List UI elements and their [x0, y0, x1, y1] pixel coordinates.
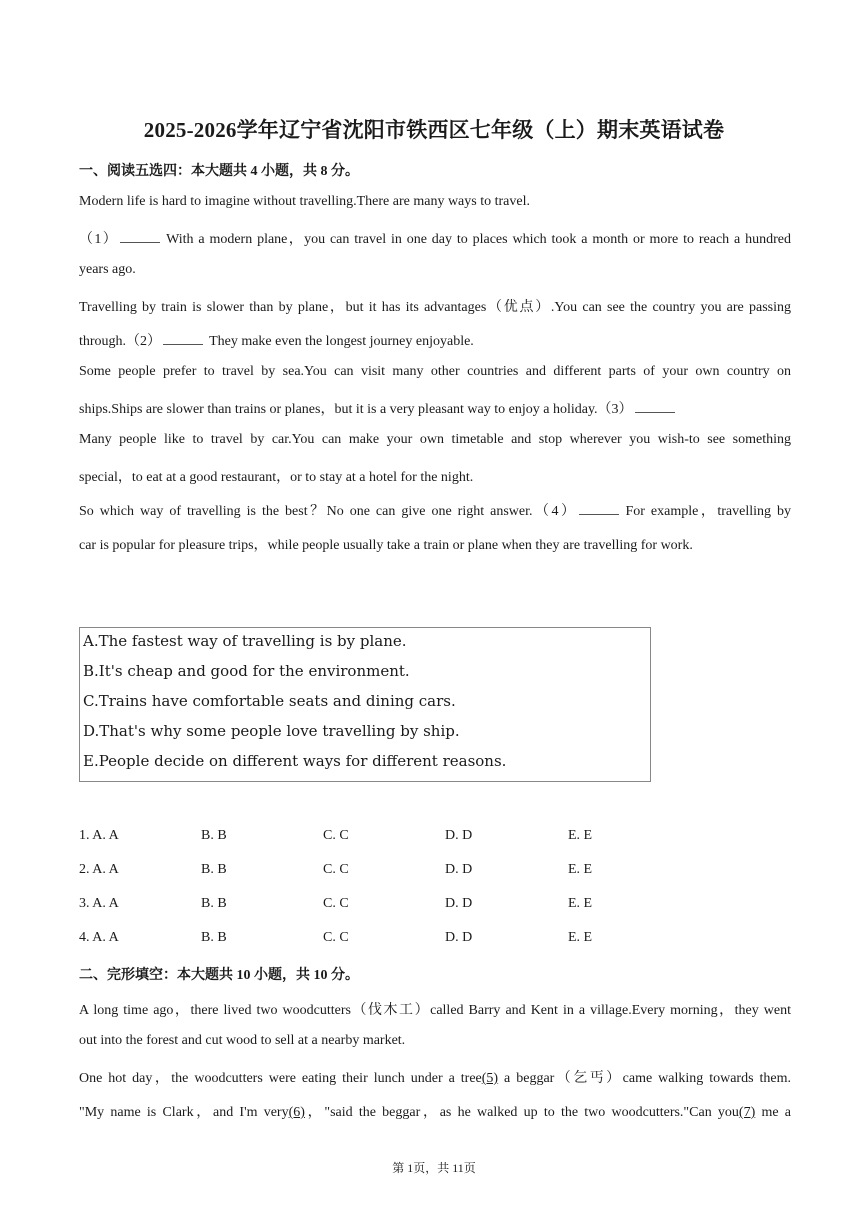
passage-text: ，"said the beggar，as he walked up to the two woodcutters."Can you: [304, 1105, 739, 1120]
choice-a[interactable]: 4. A. A: [79, 930, 119, 945]
passage-text: One hot day，the woodcutters were eating their lunch under a tree: [79, 1071, 482, 1086]
passage-line: [79, 228, 791, 248]
passage-text: ships.Ships are slower than trains or planes，but it is a very pleasant way to enjoy a holiday.: [79, 402, 598, 417]
passage-text: "My name is Clark，and I'm very: [79, 1105, 289, 1120]
passage-line: years ago.: [79, 262, 136, 277]
choice-e[interactable]: E. E: [568, 862, 593, 877]
blank-label-2: through.（2）: [79, 334, 162, 349]
choice-e[interactable]: E. E: [568, 896, 593, 911]
blank-7: (7): [738, 1105, 756, 1120]
blank-label-1: （1）: [79, 232, 119, 247]
blank-4: [579, 502, 619, 515]
blank-1: [120, 230, 160, 243]
choice-c[interactable]: C. C: [323, 930, 349, 945]
choice-e[interactable]: E. E: [568, 930, 593, 945]
option-a: A.The fastest way of travelling is by plane.: [83, 632, 407, 650]
passage-line: special，to eat at a good restaurant，or to stay at a hotel for the night.: [79, 470, 474, 485]
passage-line: [79, 1101, 791, 1121]
choice-c[interactable]: C. C: [323, 862, 349, 877]
passage-line: Travelling by train is slower than by plane，but it has its advantages（优点）.You can see the country you are passing: [79, 300, 791, 315]
choice-b[interactable]: B. B: [201, 828, 227, 843]
passage-text: So which way of travelling is the best？No one can give one right answer.: [79, 504, 533, 519]
passage-line: Modern life is hard to imagine without travelling.There are many ways to travel.: [79, 194, 530, 209]
choice-d[interactable]: D. D: [445, 862, 473, 877]
blank-5: (5): [481, 1071, 499, 1086]
options-box: [79, 627, 651, 782]
choice-c[interactable]: C. C: [323, 896, 349, 911]
option-d: D.That's why some people love travelling by ship.: [83, 722, 460, 740]
passage-line: Many people like to travel by car.You can make your own timetable and stop wherever you wish-to see something: [79, 432, 791, 447]
page-title: 2025-2026学年辽宁省沈阳市铁西区七年级（上）期末英语试卷: [143, 118, 725, 142]
passage-line: [79, 330, 791, 350]
section-2-heading: 二、完形填空：本大题共 10 小题，共 10 分。: [79, 968, 359, 983]
blank-label-4: （4）: [532, 504, 578, 519]
passage-text: With a modern plane，you can travel in one day to places which took a month or more to reach a hundred: [166, 232, 791, 247]
blank-6: (6): [288, 1105, 305, 1120]
blank-3: [635, 400, 675, 413]
blank-label-3: （3）: [597, 402, 633, 417]
choice-a[interactable]: 3. A. A: [79, 896, 119, 911]
choice-b[interactable]: B. B: [201, 930, 227, 945]
choice-d[interactable]: D. D: [445, 896, 473, 911]
choice-a[interactable]: 2. A. A: [79, 862, 119, 877]
option-c: C.Trains have comfortable seats and dining cars.: [83, 692, 456, 710]
passage-line: [79, 500, 791, 520]
passage-line: [79, 1067, 791, 1087]
passage-text: They make even the longest journey enjoyable.: [209, 334, 474, 349]
passage-line: [79, 398, 791, 418]
choice-d[interactable]: D. D: [445, 828, 473, 843]
choice-a[interactable]: 1. A. A: [79, 828, 119, 843]
passage-line: A long time ago，there lived two woodcutters（伐木工）called Barry and Kent in a village.Every morning，they went: [79, 1003, 791, 1018]
section-1-heading: 一、阅读五选四：本大题共 4 小题，共 8 分。: [79, 164, 359, 179]
option-e: E.People decide on different ways for different reasons.: [83, 752, 507, 770]
passage-line: out into the forest and cut wood to sell at a nearby market.: [79, 1033, 406, 1048]
passage-text: me a: [755, 1105, 791, 1120]
passage-line: car is popular for pleasure trips，while people usually take a train or plane when they are travelling for work.: [79, 538, 693, 553]
passage-text: For example，travelling by: [625, 504, 791, 519]
page-footer: 第 1页，共 11页: [392, 1161, 476, 1175]
blank-2: [163, 332, 203, 345]
choice-e[interactable]: E. E: [568, 828, 593, 843]
option-b: B.It's cheap and good for the environment.: [83, 662, 410, 680]
choice-d[interactable]: D. D: [445, 930, 473, 945]
choice-c[interactable]: C. C: [323, 828, 349, 843]
choice-b[interactable]: B. B: [201, 896, 227, 911]
choice-b[interactable]: B. B: [201, 862, 227, 877]
passage-text: a beggar（乞丐）came walking towards them.: [498, 1071, 791, 1086]
passage-line: Some people prefer to travel by sea.You can visit many other countries and different parts of your own country on: [79, 364, 791, 379]
